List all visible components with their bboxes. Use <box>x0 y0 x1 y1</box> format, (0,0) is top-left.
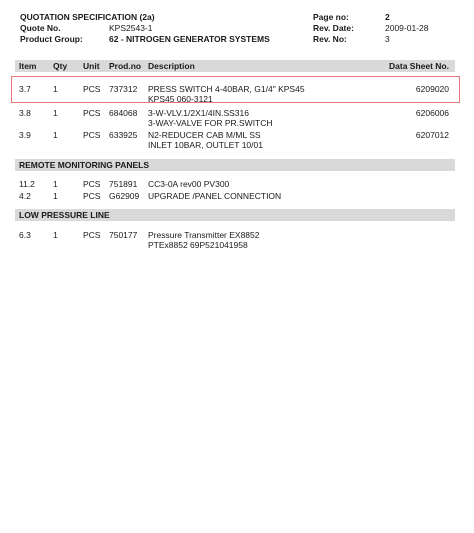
section-header-remote-monitoring <box>15 159 455 171</box>
row-qty: 1 <box>53 108 58 118</box>
section-title: LOW PRESSURE LINE <box>19 210 110 220</box>
row-qty: 1 <box>53 130 58 140</box>
col-prod-no: Prod.no <box>109 61 142 71</box>
row-description: CC3-0A rev00 PV300 <box>148 179 230 189</box>
row-qty: 1 <box>53 179 58 189</box>
product-group-label: Product Group: <box>20 34 83 44</box>
row-unit: PCS <box>83 84 101 94</box>
row-data-sheet: 6207012 <box>415 130 449 140</box>
title-label: QUOTATION SPECIFICATION (2a) <box>20 12 155 22</box>
row-item: 3.8 <box>19 108 31 118</box>
row-unit: PCS <box>83 108 101 118</box>
row-item: 3.7 <box>19 84 31 94</box>
col-item: Item <box>19 61 37 71</box>
rev-no-label: Rev. No: <box>313 34 347 44</box>
row-unit: PCS <box>83 191 101 201</box>
col-qty: Qty <box>53 61 68 71</box>
row-unit: PCS <box>83 230 101 240</box>
col-unit: Unit <box>83 61 100 71</box>
row-unit: PCS <box>83 130 101 140</box>
row-description: UPGRADE /PANEL CONNECTION <box>148 191 282 201</box>
rev-date-value: 2009-01-28 <box>385 23 429 33</box>
col-description: Description <box>148 61 195 71</box>
quote-no-label: Quote No. <box>20 23 61 33</box>
row-prod-no: 750177 <box>109 230 138 240</box>
row-item: 4.2 <box>19 191 31 201</box>
row-description: Pressure Transmitter EX8852 PTEx8852 69P521041958 <box>148 230 260 250</box>
row-item: 6.3 <box>19 230 31 240</box>
section-title: REMOTE MONITORING PANELS <box>19 160 150 170</box>
row-prod-no: 684068 <box>109 108 138 118</box>
page-no-value: 2 <box>385 12 390 22</box>
rev-no-value: 3 <box>385 34 390 44</box>
row-data-sheet: 6206006 <box>415 108 449 118</box>
rev-date-label: Rev. Date: <box>313 23 354 33</box>
col-data-sheet: Data Sheet No. <box>389 61 449 71</box>
row-qty: 1 <box>53 230 58 240</box>
row-description: 3-W-VLV.1/2X1/4IN.SS316 3-WAY-VALVE FOR PR.SWITCH <box>148 108 273 128</box>
row-qty: 1 <box>53 191 58 201</box>
row-unit: PCS <box>83 179 101 189</box>
row-description: N2-REDUCER CAB M/ML SS INLET 10BAR, OUTLET 10/01 <box>148 130 263 150</box>
product-group-value: 62 - NITROGEN GENERATOR SYSTEMS <box>109 34 270 44</box>
page-no-label: Page no: <box>313 12 349 22</box>
row-description: PRESS SWITCH 4-40BAR, G1/4" KPS45 KPS45 060-3121 <box>148 84 305 104</box>
row-data-sheet: 6209020 <box>415 84 449 94</box>
row-prod-no: 633925 <box>109 130 138 140</box>
row-item: 3.9 <box>19 130 31 140</box>
column-header-row <box>15 60 455 72</box>
row-prod-no: G62909 <box>109 191 140 201</box>
row-prod-no: 737312 <box>109 84 138 94</box>
quote-no-value: KPS2543-1 <box>109 23 153 33</box>
row-item: 11.2 <box>19 179 35 189</box>
section-header-low-pressure <box>15 209 455 221</box>
row-qty: 1 <box>53 84 58 94</box>
row-prod-no: 751891 <box>109 179 138 189</box>
